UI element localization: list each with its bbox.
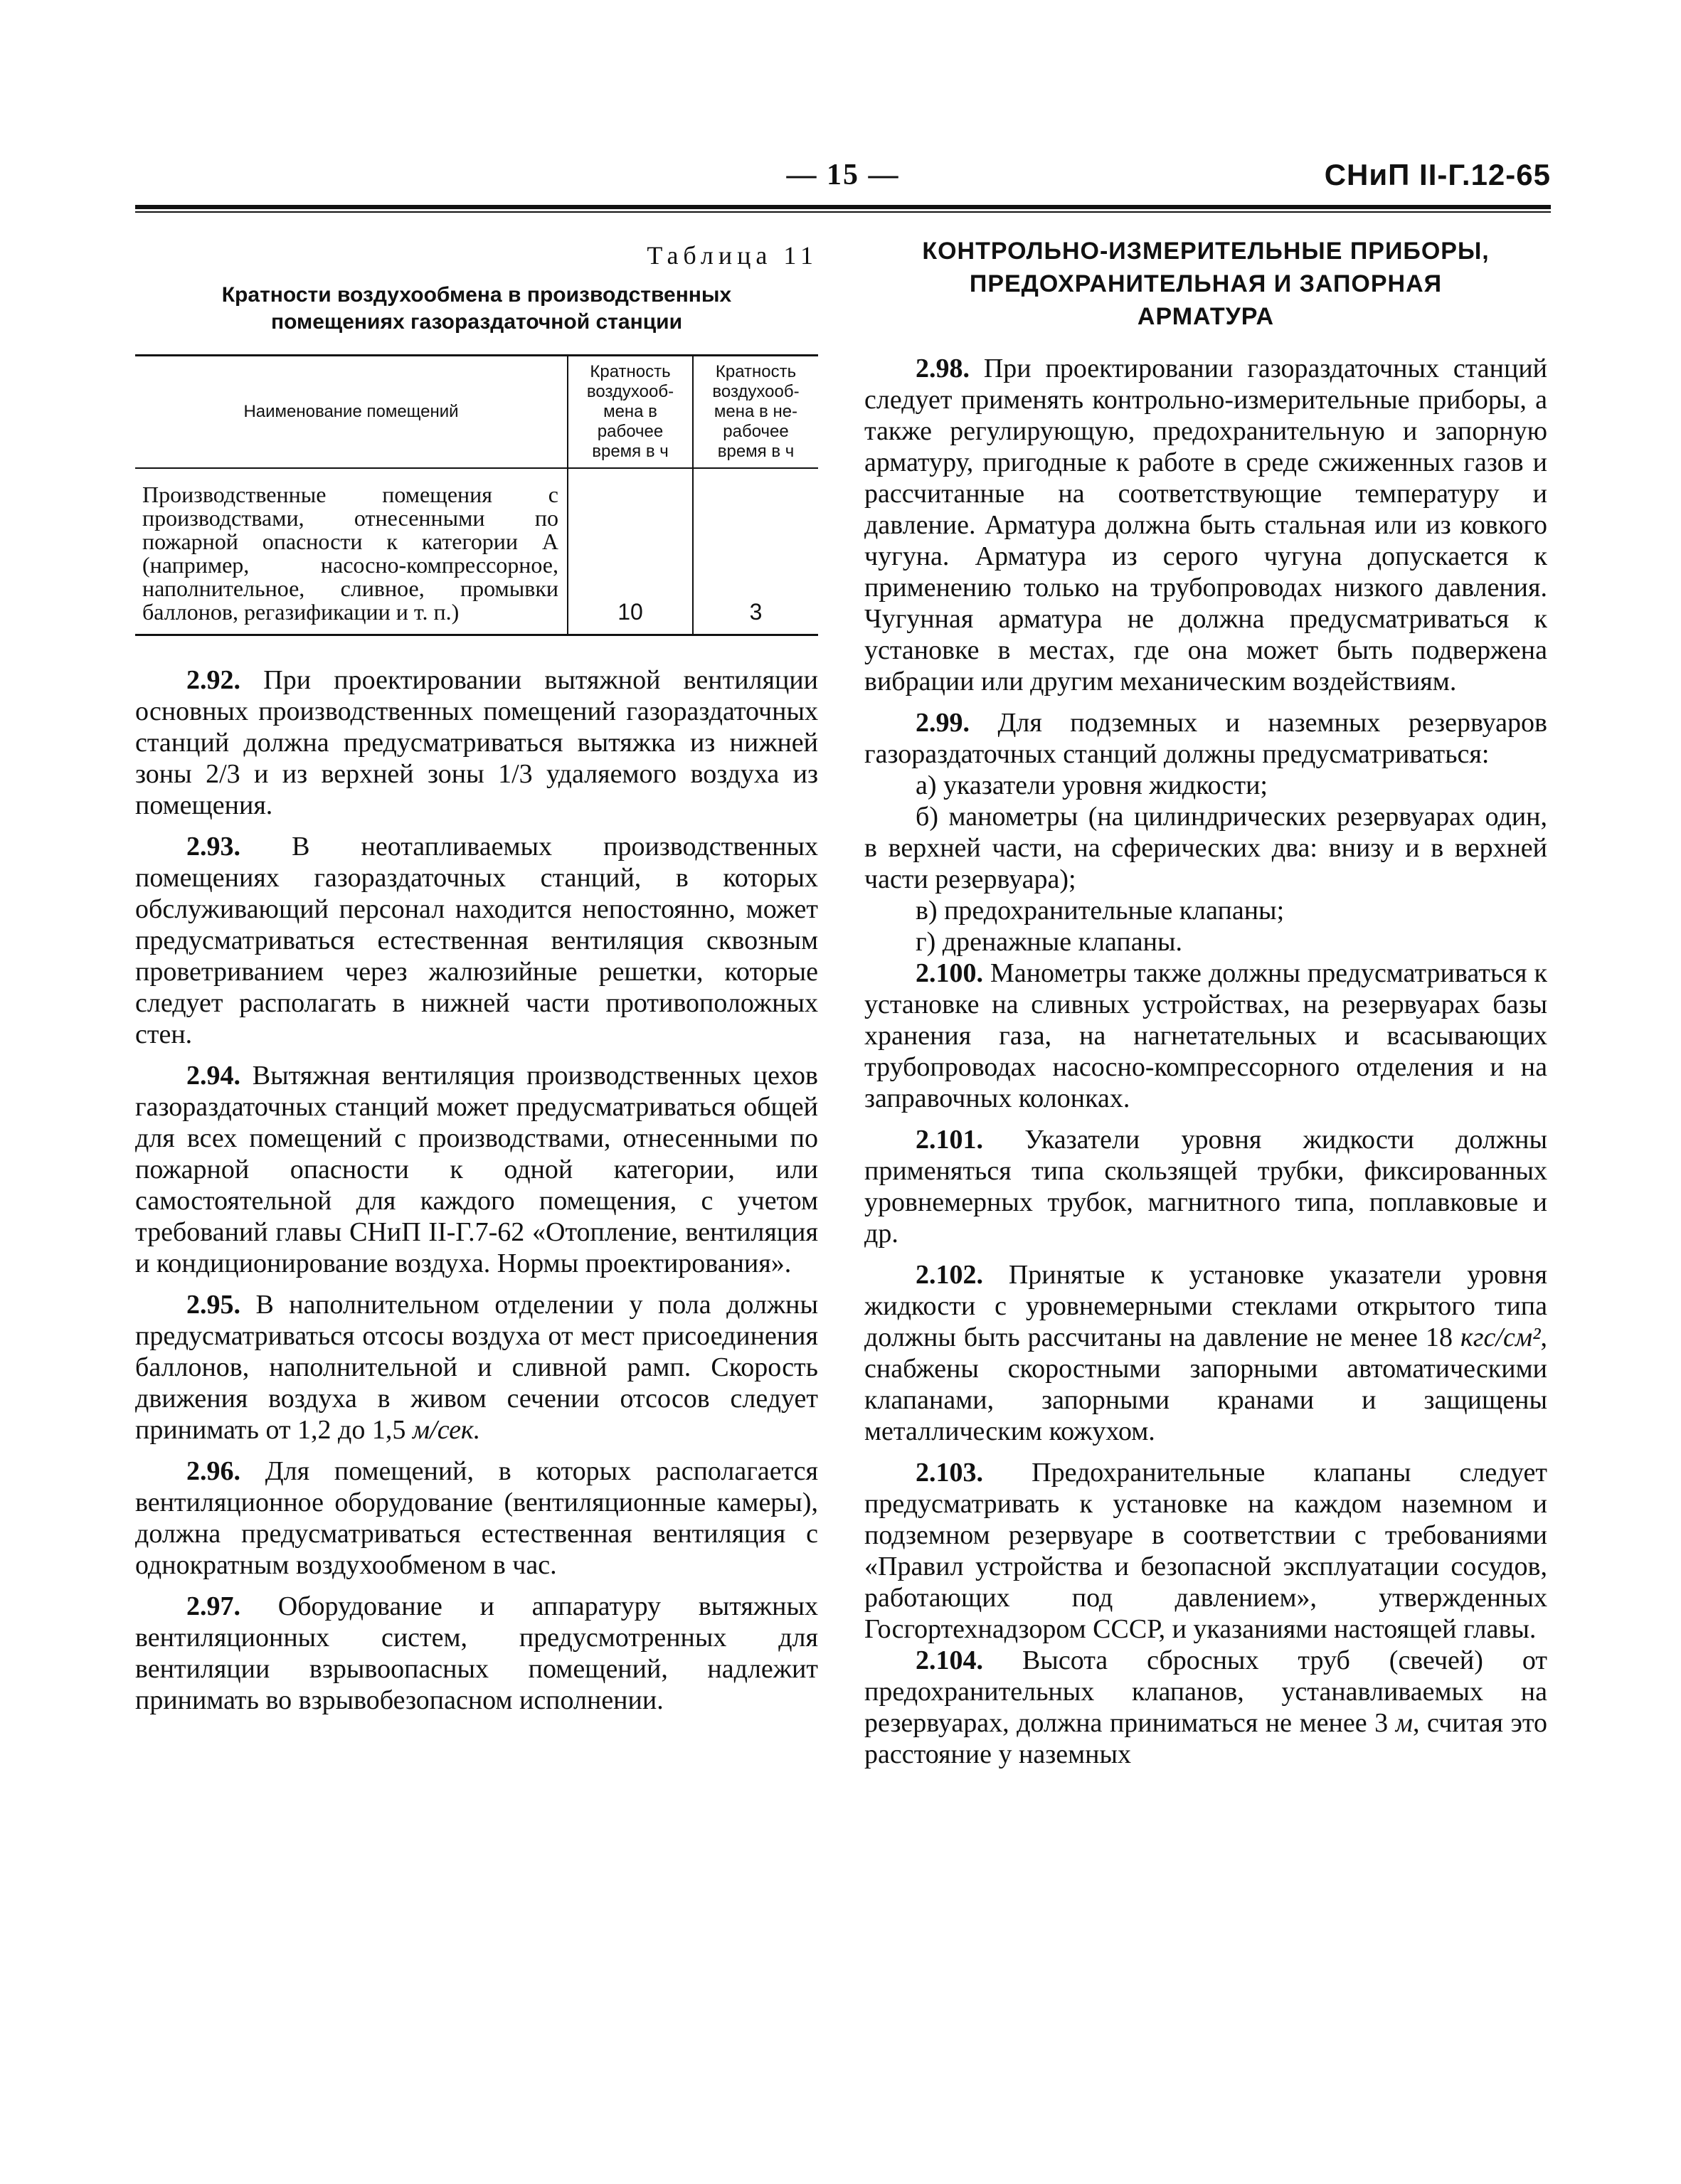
paragraph-2-101: 2.101. Указатели уровня жидкости должны применяться типа скользящей трубки, фиксированных уровнемерных трубок, магнитного типа, поплавковые и др. [864,1125,1547,1249]
unit-velocity: м/сек. [412,1415,481,1445]
col-header-nonworking: Кратность воздухооб-мена в не-рабочее время в ч [693,356,818,469]
air-exchange-table [135,354,818,636]
paragraph-2-93: 2.93. В неотапливаемых производственных помещениях газораздаточных станций, в которых обслуживающий персонал находится непостоянно, может предусматриваться естественная вентиляция сквозным проветриванием через жалюзийные решетки, которые следует располагать в нижней части противоположных стен. [135,832,818,1049]
list-item-a: а) указатели уровня жидкости; [916,770,1268,800]
row-working-value: 10 [568,468,693,635]
paragraph-2-99: 2.99. Для подземных и наземных резервуаров газораздаточных станций должны предусматриваться: [864,708,1547,769]
paragraph-2-95: 2.95. В наполнительном отделении у пола должны предусматриваться отсосы воздуха от мест присоединения баллонов, наполнительной и сливной рамп. Скорость движения воздуха в живом сечении отсосов следует принимать от 1,2 до 1,5 м/сек. [135,1290,818,1445]
table-title: Кратности воздухообмена в производственных помещениях газораздаточной станции [221,283,732,334]
paragraph-2-94: 2.94. Вытяжная вентиляция производственных цехов газораздаточных станций может предусматриваться общей для всех помещений с производствами, отнесенными по пожарной опасности к одной категории, или самостоятельной для каждого помещения, с учетом требований главы СНиП II-Г.7-62 «Отопление, вентиляция и кондиционирование воздуха. Нормы проектирования». [135,1061,818,1278]
paragraph-2-98: 2.98. При проектировании газораздаточных станций следует применять контрольно-измерительные приборы, а также регулирующую, предохранительную и запорную арматуру, пригодные к работе в среде сжиженных газов и рассчитанные на соответствующие температуру и давление. Арматура должна быть стальная или из ковкого чугуна. Арматура из серого чугуна допускается к применению только на трубопроводах низкого давления. Чугунная арматура не должна предусматриваться к установке в местах, где она может быть подвержена вибрации или другим механическим воздействиям. [864,354,1547,696]
unit-meter: м [1395,1708,1413,1738]
table-header-row [135,356,818,469]
paragraph-2-97: 2.97. Оборудование и аппаратуру вытяжных вентиляционных систем, предусмотренных для вентиляции взрывоопасных помещений, надлежит принимать во взрывобезопасном исполнении. [135,1591,818,1715]
list-item-g: г) дренажные клапаны. [916,927,1182,957]
right-column [864,235,1547,1770]
paragraph-2-96: 2.96. Для помещений, в которых располагается вентиляционное оборудование (вентиляционные камеры), должна предусматриваться естественная вентиляция с однократным воздухообменом в час. [135,1456,818,1580]
paragraph-2-102: 2.102. Принятые к установке указатели уровня жидкости с уровнемерными стеклами открытого типа должны быть рассчитаны на давление не менее 18 кгс/см², снабжены скоростными запорными автоматическими клапанами, запорными кранами и защищены металлическим кожухом. [864,1260,1547,1446]
row-nonworking-value: 3 [693,468,818,635]
paragraph-2-92: 2.92. При проектировании вытяжной вентиляции основных производственных помещений газораздаточных станций должна предусматриваться вытяжка из нижней зоны 2/3 и из верхней зоны 1/3 удаляемого воздуха из помещения. [135,665,819,820]
paragraph-2-100: 2.100. Манометры также должны предусматриваться к установке на сливных устройствах, на резервуарах базы хранения газа, на нагнетательных и всасывающих трубопроводах насосно-компрессорного отделения и на заправочных колонках. [864,958,1547,1113]
left-column [135,235,818,1716]
table-row [135,468,818,635]
list-item-v: в) предохранительные клапаны; [916,896,1285,926]
col-header-working: Кратность воздухооб-мена в рабочее время в ч [568,356,693,469]
row-room-name: Производственные помещения с производствами, отнесенными по пожарной опасности к категории А (например, насосно-компрессорное, наполнительное, сливное, промывки баллонов, регазификации и т. п.) [142,482,558,625]
page-number: — 15 — [786,159,900,191]
document-code: СНиП II-Г.12-65 [1324,158,1551,191]
col-header-room: Наименование помещений [135,356,568,469]
header-rule [135,205,1551,213]
list-item-b: б) манометры (на цилиндрических резервуарах один, в верхней части, на сферических два: внизу и в верхней части резервуара); [864,802,1547,894]
paragraph-2-104: 2.104. Высота сбросных труб (свечей) от предохранительных клапанов, устанавливаемых на резервуарах, должна приниматься не менее 3 м, считая это расстояние у наземных [864,1645,1547,1769]
page-header [135,158,1551,201]
paragraph-2-103: 2.103. Предохранительные клапаны следует предусматривать к установке на каждом наземном и подземном резервуаре в соответствии с требованиями «Правил устройства и безопасной эксплуатации сосудов, работающих под давлением», утвержденных Госгортехнадзором СССР, и указаниями настоящей главы. [864,1458,1547,1644]
fraction-two-thirds: 2/3 [206,759,240,789]
fraction-one-third: 1/3 [498,759,533,789]
unit-pressure: кгс/см² [1460,1322,1541,1352]
table-label: Таблица 11 [647,241,818,270]
section-heading: КОНТРОЛЬНО-ИЗМЕРИТЕЛЬНЫЕ ПРИБОРЫ, ПРЕДОХРАНИТЕЛЬНАЯ И ЗАПОРНАЯ АРМАТУРА [922,238,1490,330]
